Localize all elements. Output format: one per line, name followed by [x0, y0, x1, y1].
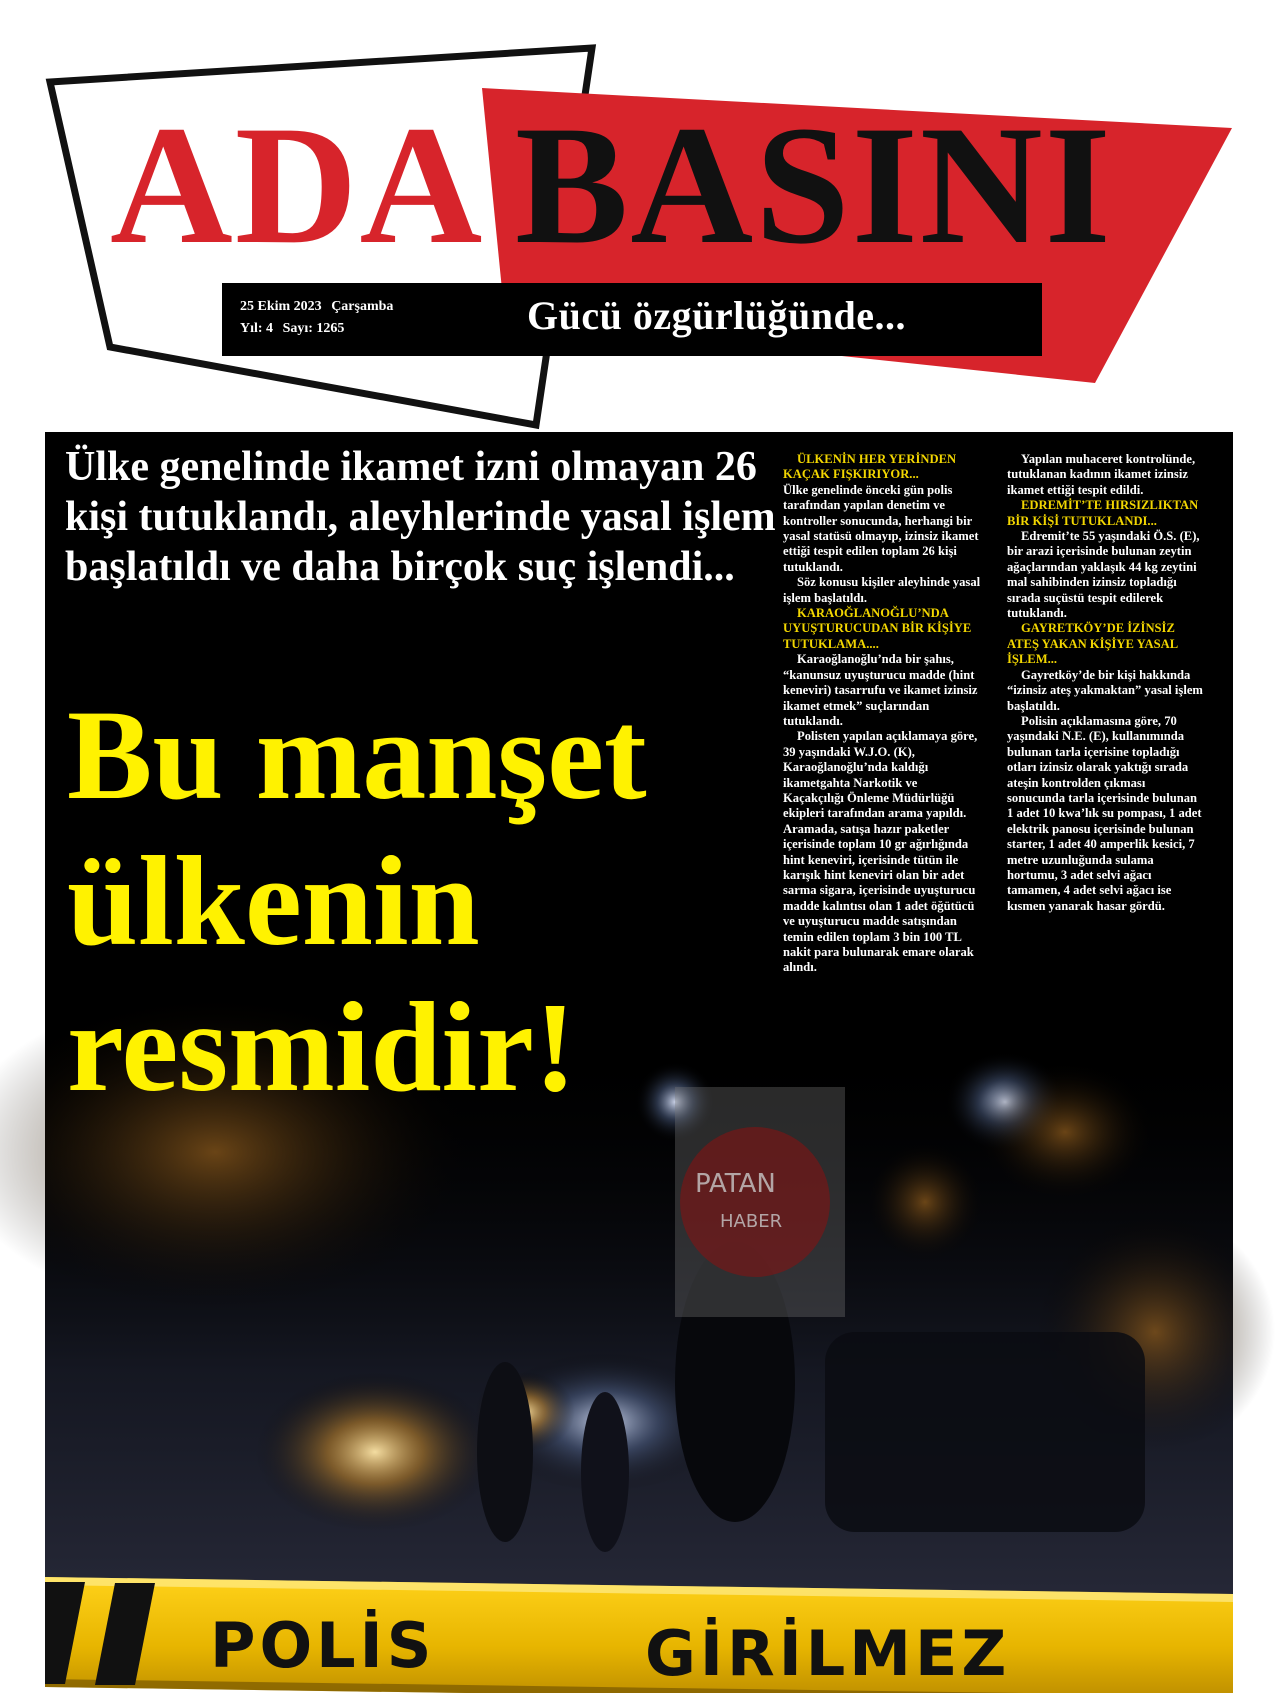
masthead-name-right: BASINI: [515, 91, 1113, 279]
column-paragraph: Polisin açıklamasına göre, 70 yaşındaki N.E. (E), kullanımında bulunan tarla içerisine topladığı otları izinsiz olarak yaktığı sırada ateşin kontrolden çıkması sonucunda tarla içerisinde bulunan 1 adet 10 kwa’lık su pompası, 1 adet elektrik panosu içerisinde bulunan starter, 1 adet 40 amperlik kesici, 7 metre uzunluğunda sulama hortumu, 3 adet selvi ağacı tamamen, 4 adet selvi ağacı ise kısmen yanarak hasar gördü.: [1007, 713, 1202, 913]
issue-year: Yıl: 4: [240, 321, 274, 336]
tape-word-girilmez: GİRİLMEZ: [645, 1617, 1011, 1690]
svg-text:HABER: HABER: [720, 1211, 783, 1232]
column-kicker: KARAOĞLANOĞLU’NDA UYUŞTURUCUDAN BİR KİŞİYE TUTUKLAMA....: [783, 606, 972, 651]
column-paragraph: Polisten yapılan açıklamaya göre, 39 yaşındaki W.J.O. (K), Karaoğlanoğlu’nda kaldığı ikametgahta Narkotik ve Kaçakçılığı Önleme Müdürlüğü ekipleri tarafından arama yapıldı. Aramada, satışa hazır paketler içerisinde toplam 10 gr ağırlığında hint keneviri, içerisinde tütün ile karışık hint keneviri olan bir adet sarma sigara, içerisinde uyuşturucu madde kalıntısı olan 1 adet öğütücü ve uyuşturucu madde satışından temin edilen toplam 3 bin 100 TL nakit para bulunarak emare olarak alındı.: [783, 729, 978, 975]
masthead: [0, 0, 1280, 425]
subheadline: Ülke genelinde ikamet izni olmayan 26 kişi tutuklandı, aleyhlerinde yasal işlem başlatıldı ve daha birçok suç işlendi...: [65, 444, 776, 590]
masthead-name-left: ADA: [110, 91, 485, 279]
column-kicker: GAYRETKÖY’DE İZİNSİZ ATEŞ YAKAN KİŞİYE YASAL İŞLEM...: [1007, 621, 1178, 667]
issue-number: Sayı: 1265: [282, 321, 345, 336]
column-kicker: ÜLKENİN HER YERİNDEN KAÇAK FIŞKIRIYOR...: [783, 452, 957, 482]
news-column-2: [1007, 452, 1205, 914]
main-headline: Bu manşet ülkenin resmidir!: [67, 684, 647, 1118]
column-paragraph: Söz konusu kişiler aleyhinde yasal işlem başlatıldı.: [783, 575, 981, 605]
news-column-1: [783, 452, 981, 976]
tape-word-polis: POLİS: [210, 1609, 436, 1682]
masthead-slogan: Gücü özgürlüğünde...: [527, 293, 906, 338]
svg-text:PATAN: PATAN: [695, 1169, 776, 1199]
column-paragraph: Edremit’te 55 yaşındaki Ö.S. (E), bir arazi içerisinde bulunan zeytin ağaçlarından yaklaşık 44 kg zeytini mal sahibinden izinsiz topladığı sırada suçüstü tespit edilerek tutuklandı.: [1007, 529, 1200, 621]
column-paragraph: Gayretköy’de bir kişi hakkında “izinsiz ateş yakmaktan” yasal işlem başlatıldı.: [1007, 667, 1203, 713]
issue-date: 25 Ekim 2023: [240, 299, 322, 314]
column-paragraph: Yapılan muhaceret kontrolünde, tutuklanan kadının ikamet izinsiz ikamet ettiği tespit edildi.: [1007, 452, 1196, 497]
issue-weekday: Çarşamba: [331, 299, 394, 314]
column-paragraph: Ülke genelinde önceki gün polis tarafından yapılan denetim ve kontroller sonucunda, herhangi bir yasal statüsü olmayıp, izinsiz ikamet ettiği tespit edilen toplam 26 kişi tutuklandı.: [783, 482, 979, 574]
watermark-logo: [675, 1087, 845, 1317]
column-kicker: EDREMİT’TE HIRSIZLIKTAN BİR KİŞİ TUTUKLANDI...: [1007, 498, 1199, 528]
column-paragraph: Karaoğlanoğlu’nda bir şahıs, “kanunsuz uyuşturucu madde (hint keneviri) tasarrufu ve ikamet izinsiz ikamet etmek” suçlarından tutuklandı.: [783, 652, 978, 728]
front-page-panel: [45, 432, 1233, 1690]
issue-info: [240, 296, 399, 340]
